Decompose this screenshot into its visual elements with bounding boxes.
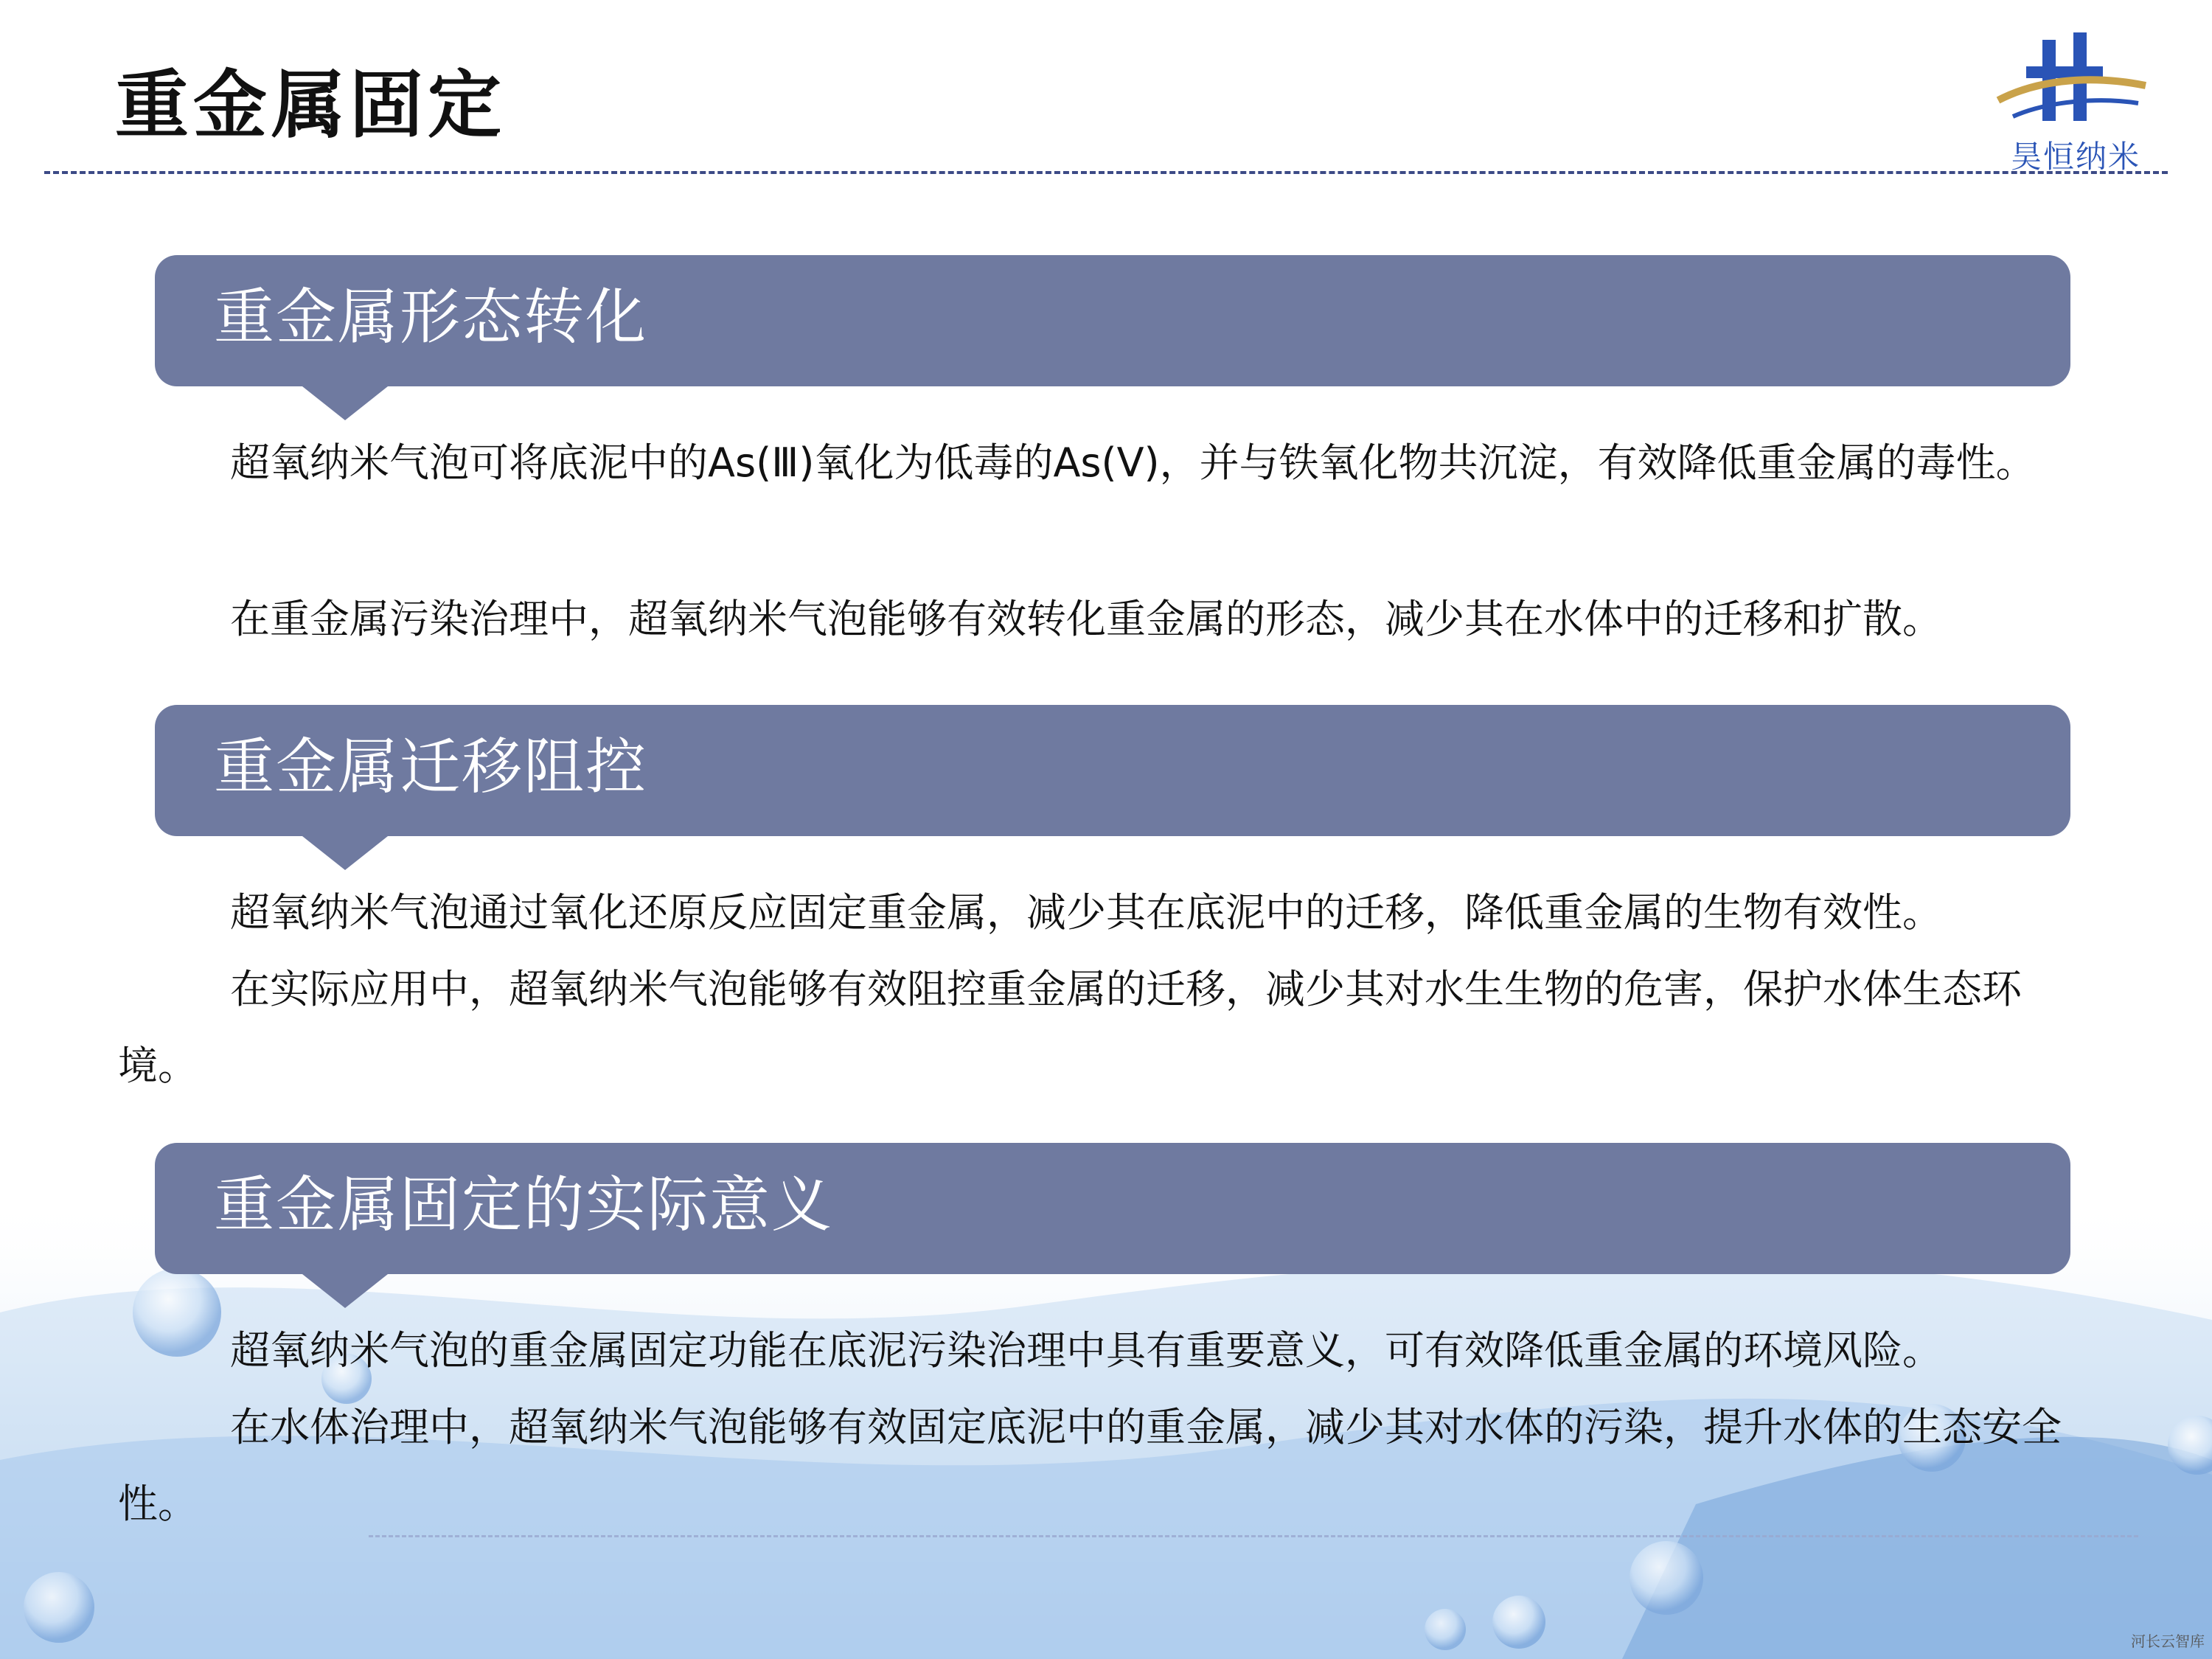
section-header-morphology [155, 255, 2070, 386]
header-pointer [302, 1274, 388, 1308]
logo-mark-icon [1991, 29, 2160, 133]
section-header-significance [155, 1143, 2070, 1274]
logo-text: 昊恒纳米 [2010, 139, 2140, 175]
company-logo [1991, 29, 2160, 177]
section-paragraph: 超氧纳米气泡通过氧化还原反应固定重金属，减少其在底泥中的迁移，降低重金属的生物有效性。 [230, 889, 1942, 936]
watermark-text: 河长云智库 [2131, 1632, 2205, 1650]
section-heading: 重金属形态转化 [214, 282, 648, 352]
section-paragraph: 在水体治理中，超氧纳米气泡能够有效固定底泥中的重金属，减少其对水体的污染，提升水体的生态安全性。 [118, 1404, 2062, 1527]
header-pointer [302, 836, 388, 870]
header-pointer [302, 386, 388, 420]
section-paragraph: 超氧纳米气泡可将底泥中的As(Ⅲ)氧化为低毒的As(Ⅴ)，并与铁氧化物共沉淀，有效降低重金属的毒性。 [230, 439, 2036, 486]
page-title: 重金属固定 [115, 62, 506, 148]
section-heading: 重金属迁移阻控 [214, 732, 648, 802]
section-header-migration [155, 705, 2070, 836]
section-paragraph: 超氧纳米气泡的重金属固定功能在底泥污染治理中具有重要意义，可有效降低重金属的环境风险。 [230, 1327, 1942, 1374]
section-paragraph: 在实际应用中，超氧纳米气泡能够有效阻控重金属的迁移，减少其对水生生物的危害，保护水体生态环境。 [118, 966, 2022, 1089]
section-heading: 重金属固定的实际意义 [214, 1170, 834, 1240]
title-divider [44, 171, 2168, 174]
section-paragraph: 在重金属污染治理中，超氧纳米气泡能够有效转化重金属的形态，减少其在水体中的迁移和扩散。 [230, 596, 1942, 642]
